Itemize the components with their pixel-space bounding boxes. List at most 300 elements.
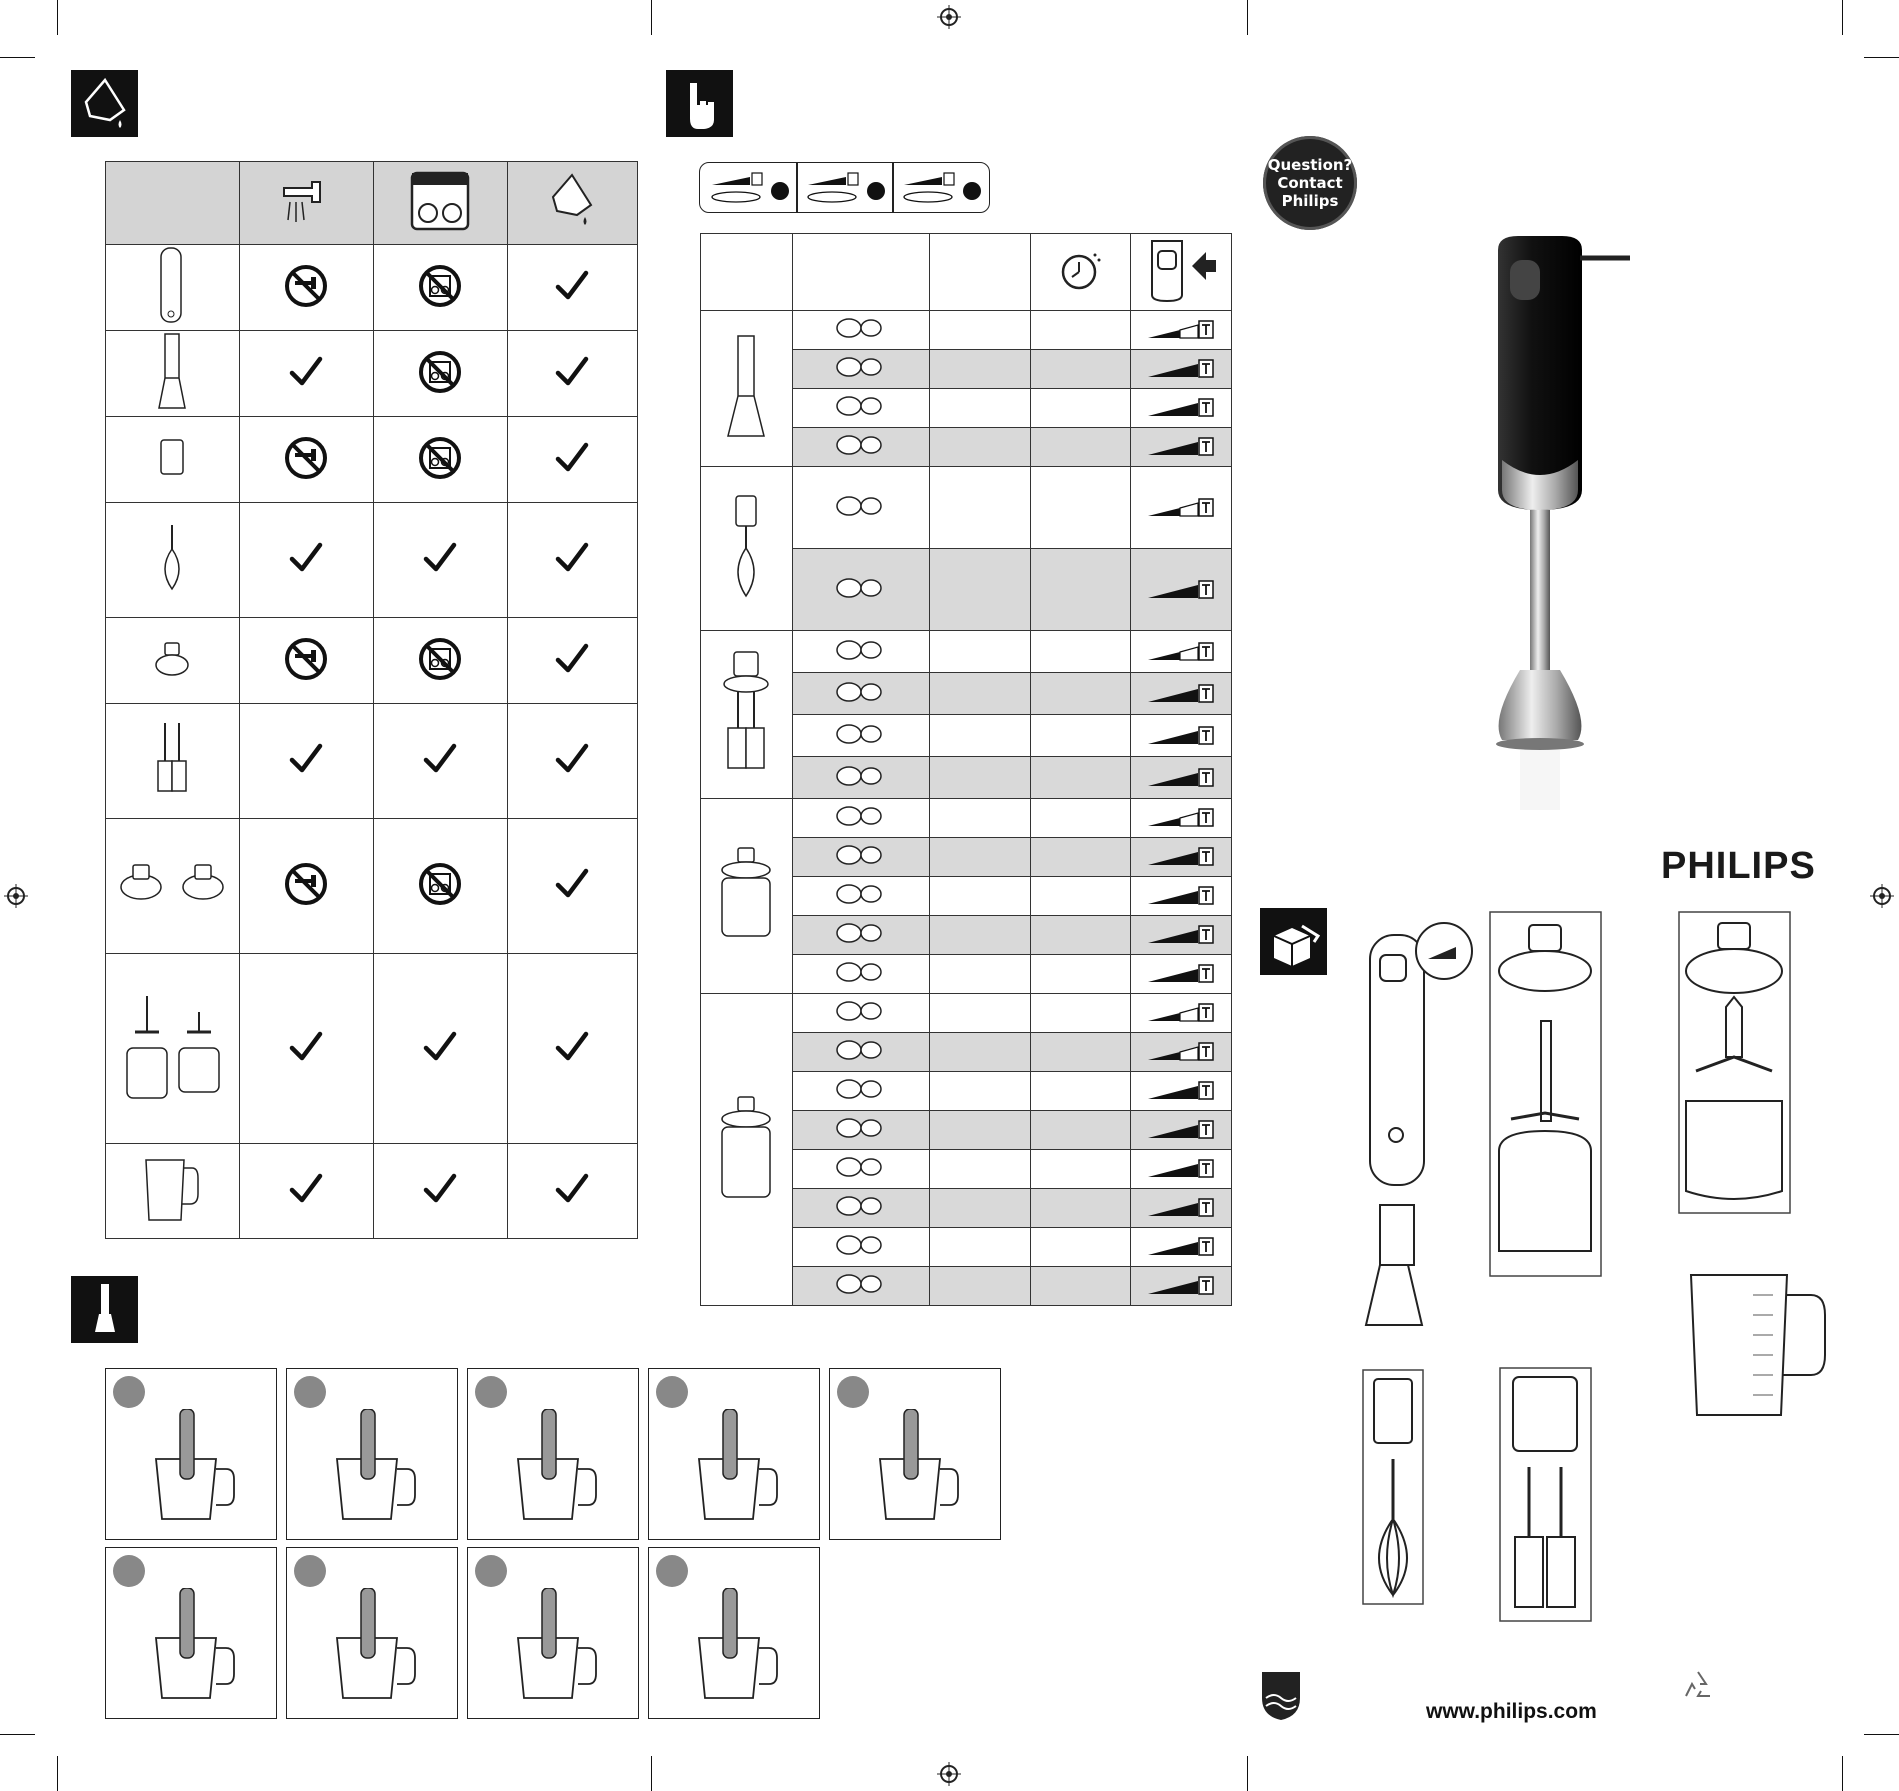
food-ingredient-icon	[831, 841, 891, 869]
table-row	[106, 503, 638, 618]
instruction-step-panel	[467, 1547, 639, 1719]
table-cell	[1031, 1111, 1131, 1150]
table-cell	[792, 1072, 930, 1111]
table-cell	[106, 503, 240, 618]
instruction-step-panel	[829, 1368, 1001, 1540]
food-ingredient-icon	[831, 720, 891, 748]
table-cell	[930, 389, 1031, 428]
food-ingredient-icon	[831, 574, 891, 602]
speed-level-icon	[1146, 1196, 1216, 1220]
speed-level-icon	[1146, 1040, 1216, 1064]
table-cell	[930, 549, 1031, 631]
table-cell	[507, 954, 637, 1144]
table-cell	[930, 994, 1031, 1033]
instruction-step-panel	[467, 1368, 639, 1540]
table-cell	[1131, 1111, 1232, 1150]
food-ingredient-icon	[831, 880, 891, 908]
table-cell	[239, 503, 373, 618]
table-cell	[1031, 916, 1131, 955]
table-cell	[792, 467, 930, 549]
check-icon	[554, 1173, 590, 1205]
table-cell	[239, 819, 373, 954]
table-cell	[792, 757, 930, 799]
beaters-icon	[152, 721, 192, 797]
table-header-cell	[373, 162, 507, 245]
check-icon	[554, 643, 590, 675]
table-cell	[792, 715, 930, 757]
step-number-badge	[113, 1555, 145, 1587]
table-cell	[792, 1267, 930, 1306]
table-cell	[1131, 1033, 1232, 1072]
speed-setting-selector	[699, 162, 990, 213]
blender-bar-icon	[157, 332, 187, 412]
table-cell	[1131, 838, 1232, 877]
table-cell	[930, 799, 1031, 838]
table-cell	[239, 954, 373, 1144]
food-ingredient-icon	[831, 678, 891, 706]
fold-mark	[1247, 1756, 1248, 1791]
table-cell	[1131, 877, 1232, 916]
accessory-cell	[701, 311, 793, 467]
instruction-step-panel	[648, 1547, 820, 1719]
table-cell	[792, 877, 930, 916]
step-illustration	[679, 1588, 789, 1708]
check-icon	[554, 442, 590, 474]
check-icon	[422, 542, 458, 574]
table-header-cell	[106, 162, 240, 245]
speed-level-icon	[1146, 682, 1216, 706]
speed-level-icon	[1146, 766, 1216, 790]
table-cell	[239, 331, 373, 417]
table-row	[701, 799, 1232, 838]
table-cell	[1031, 1189, 1131, 1228]
table-cell	[106, 618, 240, 704]
table-cell	[373, 331, 507, 417]
table-cell	[239, 704, 373, 819]
step-illustration	[317, 1588, 427, 1708]
table-header-cell	[1031, 234, 1131, 311]
table-cell	[792, 799, 930, 838]
table-cell	[1031, 994, 1131, 1033]
no-tap-icon	[284, 436, 328, 480]
table-cell	[930, 1267, 1031, 1306]
table-cell	[930, 311, 1031, 350]
table-cell	[1031, 1228, 1131, 1267]
food-ingredient-icon	[831, 1231, 891, 1259]
table-cell	[792, 1111, 930, 1150]
speed-level-icon	[1146, 640, 1216, 664]
food-ingredient-icon	[831, 1270, 891, 1298]
motor-unit-drawing	[1360, 915, 1480, 1345]
table-cell	[1031, 350, 1131, 389]
crop-mark	[1864, 57, 1899, 58]
speed-level-icon	[1146, 884, 1216, 908]
table-cell	[106, 954, 240, 1144]
step-number-badge	[656, 1555, 688, 1587]
table-cell	[792, 838, 930, 877]
crop-mark	[57, 0, 58, 35]
motor-unit-icon	[157, 246, 187, 326]
table-cell	[792, 428, 930, 467]
fold-mark	[1247, 0, 1248, 35]
food-ingredient-icon	[831, 762, 891, 790]
registration-mark-icon	[4, 884, 28, 908]
food-ingredient-icon	[831, 636, 891, 664]
check-icon	[554, 1031, 590, 1063]
table-cell	[1031, 389, 1131, 428]
chopper-assembly-drawing	[1489, 911, 1602, 1277]
table-cell	[1131, 311, 1232, 350]
table-cell	[930, 715, 1031, 757]
food-ingredient-icon	[831, 1192, 891, 1220]
speed-level-icon	[1146, 318, 1216, 342]
registration-mark-icon	[937, 5, 961, 29]
table-cell	[1131, 715, 1232, 757]
step-illustration	[136, 1409, 246, 1529]
crop-mark	[1842, 0, 1843, 35]
speed-level-icon	[1146, 1001, 1216, 1025]
bubble-line2: Contact	[1277, 174, 1343, 192]
table-cell	[792, 350, 930, 389]
table-cell	[373, 704, 507, 819]
speed-level-icon	[1146, 1118, 1216, 1142]
table-cell	[1031, 799, 1131, 838]
step-number-badge	[294, 1555, 326, 1587]
table-cell	[1131, 757, 1232, 799]
no-dishwasher-icon	[418, 436, 462, 480]
table-cell	[1131, 1150, 1232, 1189]
table-row	[106, 417, 638, 503]
food-ingredient-icon	[831, 919, 891, 947]
no-tap-icon	[284, 862, 328, 906]
table-cell	[930, 916, 1031, 955]
table-header-cell	[239, 162, 373, 245]
instruction-step-panel	[286, 1547, 458, 1719]
table-cell	[1031, 1072, 1131, 1111]
accessory-cell	[701, 994, 793, 1306]
check-icon	[288, 1173, 324, 1205]
step-number-badge	[475, 1555, 507, 1587]
cleaning-table	[105, 161, 638, 1239]
bubble-line3: Philips	[1281, 192, 1339, 210]
table-cell	[1031, 838, 1131, 877]
table-cell	[930, 838, 1031, 877]
table-cell	[1131, 350, 1232, 389]
check-icon	[288, 1031, 324, 1063]
chopper-bowls-icon	[117, 992, 227, 1102]
table-header-cell	[930, 234, 1031, 311]
table-cell	[1131, 673, 1232, 715]
no-dishwasher-icon	[418, 350, 462, 394]
check-icon	[288, 743, 324, 775]
table-cell	[106, 417, 240, 503]
no-dishwasher-icon	[418, 637, 462, 681]
step-illustration	[498, 1588, 608, 1708]
table-cell	[930, 1189, 1031, 1228]
whisk-drawing	[1362, 1369, 1424, 1605]
table-row	[106, 704, 638, 819]
beaker-icon	[142, 1154, 202, 1224]
beaters-icon	[720, 648, 772, 778]
table-cell	[373, 618, 507, 704]
table-cell	[930, 1150, 1031, 1189]
check-icon	[554, 868, 590, 900]
speed-level-icon	[1146, 845, 1216, 869]
crop-mark	[0, 57, 35, 58]
food-ingredient-icon	[831, 958, 891, 986]
table-header-cell	[792, 234, 930, 311]
table-cell	[106, 331, 240, 417]
table-cell	[930, 1033, 1031, 1072]
speed-level-icon	[1146, 1274, 1216, 1298]
table-cell	[1131, 994, 1232, 1033]
speed-level-icon	[1146, 1157, 1216, 1181]
food-ingredient-icon	[831, 1114, 891, 1142]
table-header-cell	[507, 162, 637, 245]
speed-level-icon	[1146, 357, 1216, 381]
check-icon	[288, 542, 324, 574]
dishwasher-icon	[409, 170, 471, 232]
table-row	[701, 311, 1232, 350]
table-cell	[1131, 1072, 1232, 1111]
table-cell	[507, 1144, 637, 1239]
table-cell	[930, 673, 1031, 715]
table-cell	[792, 994, 930, 1033]
table-cell	[1131, 549, 1232, 631]
coupling-icon	[152, 639, 192, 679]
table-cell	[1031, 955, 1131, 994]
table-cell	[373, 954, 507, 1144]
fold-mark	[651, 0, 652, 35]
step-illustration	[679, 1409, 789, 1529]
table-cell	[1031, 1267, 1131, 1306]
crop-mark	[57, 1756, 58, 1791]
table-cell	[930, 955, 1031, 994]
table-cell	[792, 1189, 930, 1228]
no-dishwasher-icon	[418, 862, 462, 906]
step-number-badge	[475, 1376, 507, 1408]
chopper-lids-icon	[117, 859, 227, 909]
table-cell	[1131, 389, 1232, 428]
speed-level-icon	[1146, 806, 1216, 830]
table-cell	[792, 673, 930, 715]
step-number-badge	[837, 1376, 869, 1408]
philips-shield-logo-icon	[1260, 1670, 1302, 1722]
table-cell	[1031, 428, 1131, 467]
instruction-step-panel	[105, 1547, 277, 1719]
table-cell	[507, 331, 637, 417]
crop-mark	[1842, 1756, 1843, 1791]
table-cell	[792, 549, 930, 631]
speed-level-icon	[1146, 962, 1216, 986]
table-cell	[792, 389, 930, 428]
table-cell	[792, 1150, 930, 1189]
check-icon	[554, 270, 590, 302]
step-illustration	[498, 1409, 608, 1529]
instruction-step-panel	[105, 1368, 277, 1540]
table-row	[106, 819, 638, 954]
check-icon	[422, 743, 458, 775]
speed-level-icon	[1146, 396, 1216, 420]
speed-level-icon	[1146, 923, 1216, 947]
table-row	[106, 954, 638, 1144]
table-cell	[792, 916, 930, 955]
table-cell	[106, 704, 240, 819]
table-cell	[1031, 757, 1131, 799]
table-cell	[507, 618, 637, 704]
table-row	[701, 631, 1232, 673]
bubble-line1: Question?	[1267, 156, 1353, 174]
table-cell	[106, 1144, 240, 1239]
table-cell	[1131, 799, 1232, 838]
table-cell	[1131, 428, 1232, 467]
table-cell	[239, 417, 373, 503]
cleaning-section-icon	[71, 70, 138, 137]
table-header-cell	[1131, 234, 1232, 311]
step-number-badge	[113, 1376, 145, 1408]
tap-icon	[278, 176, 334, 226]
table-cell	[1131, 1267, 1232, 1306]
table-cell	[373, 1144, 507, 1239]
speed-level-icon	[1146, 578, 1216, 602]
no-dishwasher-icon	[418, 264, 462, 308]
instruction-step-panel	[286, 1368, 458, 1540]
tip-hand-icon	[666, 70, 733, 137]
table-cell	[1131, 1228, 1232, 1267]
table-cell	[1031, 673, 1131, 715]
blender-bar-icon	[726, 332, 766, 442]
table-row	[701, 467, 1232, 549]
philips-logo-text: PHILIPS	[1661, 845, 1816, 887]
table-cell	[1031, 877, 1131, 916]
table-cell	[1131, 955, 1232, 994]
table-cell	[106, 245, 240, 331]
table-cell	[1031, 631, 1131, 673]
table-row	[701, 994, 1232, 1033]
accessory-cell	[701, 467, 793, 631]
hand-blender-product-image	[1480, 230, 1640, 810]
timer-icon	[1058, 247, 1104, 293]
table-cell	[239, 1144, 373, 1239]
table-cell	[1031, 467, 1131, 549]
food-ingredient-icon	[831, 314, 891, 342]
check-icon	[422, 1031, 458, 1063]
food-ingredient-icon	[831, 802, 891, 830]
cloth-icon	[547, 171, 597, 231]
table-cell	[792, 1033, 930, 1072]
accessory-cell	[701, 799, 793, 994]
box-contents-icon	[1260, 908, 1327, 975]
measuring-beaker-drawing	[1683, 1265, 1831, 1425]
question-contact-bubble[interactable]	[1263, 136, 1357, 230]
table-cell	[930, 631, 1031, 673]
instruction-step-panel	[648, 1368, 820, 1540]
website-link[interactable]: www.philips.com	[1426, 1700, 1597, 1723]
whisk-icon	[157, 523, 187, 593]
table-cell	[930, 467, 1031, 549]
step-illustration	[860, 1409, 970, 1529]
table-cell	[1031, 311, 1131, 350]
table-cell	[1131, 631, 1232, 673]
table-cell	[239, 618, 373, 704]
step-illustration	[317, 1409, 427, 1529]
check-icon	[288, 356, 324, 388]
table-cell	[507, 704, 637, 819]
table-cell	[1131, 916, 1232, 955]
recycle-icon	[1680, 1668, 1716, 1704]
food-ingredient-icon	[831, 1036, 891, 1064]
table-cell	[507, 245, 637, 331]
table-cell	[792, 631, 930, 673]
table-cell	[930, 1111, 1031, 1150]
speed-selector-option	[898, 169, 984, 211]
registration-mark-icon	[1870, 884, 1894, 908]
table-cell	[930, 877, 1031, 916]
table-cell	[507, 417, 637, 503]
crop-mark	[1864, 1734, 1899, 1735]
table-cell	[792, 955, 930, 994]
blender-section-icon	[71, 1276, 138, 1343]
speed-level-icon	[1146, 496, 1216, 520]
step-number-badge	[294, 1376, 326, 1408]
food-ingredient-icon	[831, 1153, 891, 1181]
table-cell	[1131, 1189, 1232, 1228]
food-ingredient-icon	[831, 492, 891, 520]
table-row	[106, 331, 638, 417]
table-cell	[930, 757, 1031, 799]
large-chopper-icon	[716, 1093, 776, 1203]
whisk-icon	[726, 492, 766, 602]
speed-selector-option	[706, 169, 792, 211]
speed-selector-option	[802, 169, 888, 211]
table-cell	[1131, 467, 1232, 549]
food-ingredient-icon	[831, 353, 891, 381]
table-row	[106, 618, 638, 704]
table-cell	[792, 311, 930, 350]
table-cell	[373, 245, 507, 331]
table-cell	[930, 1228, 1031, 1267]
table-cell	[373, 819, 507, 954]
table-cell	[507, 503, 637, 618]
food-ingredient-icon	[831, 997, 891, 1025]
table-cell	[1031, 1150, 1131, 1189]
table-cell	[930, 1072, 1031, 1111]
speed-level-icon	[1146, 1079, 1216, 1103]
table-cell	[1031, 715, 1131, 757]
table-cell	[106, 819, 240, 954]
registration-mark-icon	[937, 1762, 961, 1786]
table-cell	[507, 819, 637, 954]
check-icon	[554, 542, 590, 574]
speed-level-icon	[1146, 1235, 1216, 1259]
large-chopper-drawing	[1678, 911, 1791, 1214]
table-cell	[239, 245, 373, 331]
no-tap-icon	[284, 264, 328, 308]
accessory-cell	[701, 631, 793, 799]
food-ingredient-icon	[831, 392, 891, 420]
crop-mark	[0, 1734, 35, 1735]
table-row	[106, 245, 638, 331]
food-ingredient-icon	[831, 1075, 891, 1103]
adapter-icon	[157, 438, 187, 478]
table-row	[106, 1144, 638, 1239]
table-cell	[792, 1228, 930, 1267]
double-beater-drawing	[1499, 1367, 1592, 1622]
table-cell	[373, 417, 507, 503]
step-illustration	[136, 1588, 246, 1708]
check-icon	[554, 356, 590, 388]
no-tap-icon	[284, 637, 328, 681]
